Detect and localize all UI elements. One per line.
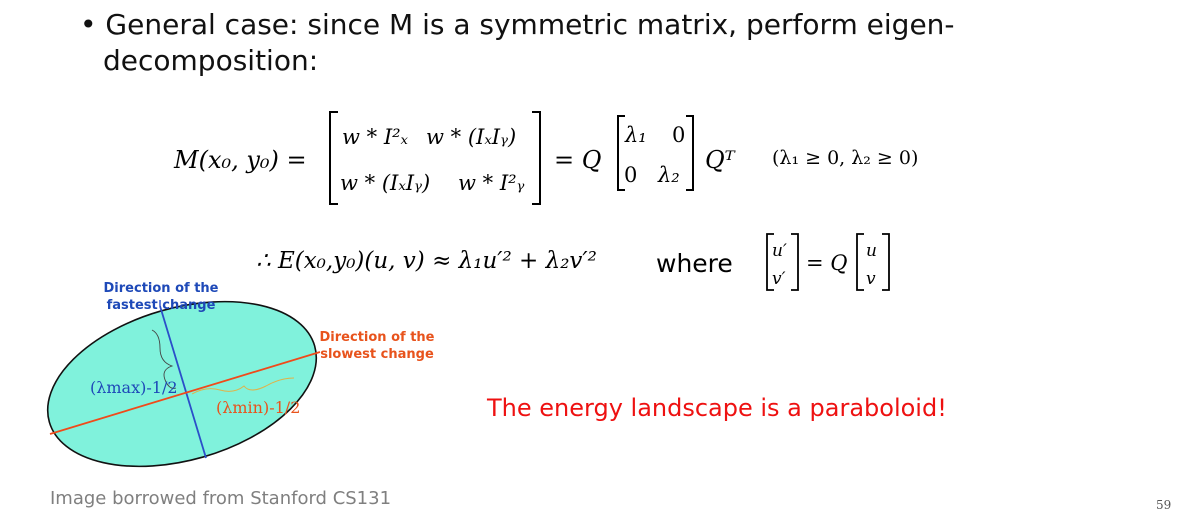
ellipse-svg [20, 274, 460, 474]
eq2-where: where [656, 249, 733, 278]
bullet-symbol: • [80, 8, 97, 41]
eq2-lhs: ∴ E(x₀,y₀)(u, v) ≈ λ₁u′² + λ₂v′² [256, 248, 597, 274]
image-credit-caption: Image borrowed from Stanford CS131 [50, 488, 392, 509]
eq1-qt: Qᵀ [705, 146, 735, 174]
eq2-equals-q: = Q [806, 251, 848, 275]
eq1-equals-q: = Q [554, 146, 602, 174]
matrix-m11: w * I²ₓ [342, 125, 408, 149]
matrix-m21: w * (IₓIᵧ) [340, 171, 431, 195]
slow-direction-label [312, 329, 442, 363]
slow-label-line-1: Direction of the [319, 330, 435, 345]
lambda-min-label: (λmin)-1/2 [216, 398, 301, 417]
slow-label-line-2: slowest change [320, 347, 434, 362]
diag-d12: 0 [672, 123, 686, 147]
page-number: 59 [1156, 498, 1172, 512]
diag-d11: λ₁ [625, 123, 647, 147]
fast-direction-label [96, 280, 226, 314]
vec-v: v [866, 269, 876, 289]
fast-label-line-1: Direction of the [103, 281, 219, 296]
bullet-text: General case: since M is a symmetric matrix, perform eigen- [105, 8, 955, 41]
matrix-m12: w * (IₓIᵧ) [426, 125, 517, 149]
diag-d21: 0 [624, 163, 638, 187]
matrix-m22: w * I²ᵧ [458, 171, 525, 195]
vec-v-prime: v′ [772, 269, 786, 289]
eq1-condition: (λ₁ ≥ 0, λ₂ ≥ 0) [772, 147, 919, 169]
fast-label-line-2: fastest change [106, 298, 216, 313]
vec-u: u [866, 241, 877, 261]
vec-u-prime: u′ [772, 241, 787, 261]
diag-d22: λ₂ [658, 163, 680, 187]
figure-ellipse-diagram [20, 274, 460, 474]
bullet-text-line-2: decomposition: [103, 44, 319, 77]
equation-eigen-decomposition [160, 102, 980, 212]
lambda-max-label: (λmax)-1/2 [90, 378, 178, 397]
energy-statement: The energy landscape is a paraboloid! [487, 394, 947, 422]
bullet-text-line-1 [80, 8, 955, 42]
eq1-lhs: M(x₀, y₀) = [174, 146, 307, 174]
